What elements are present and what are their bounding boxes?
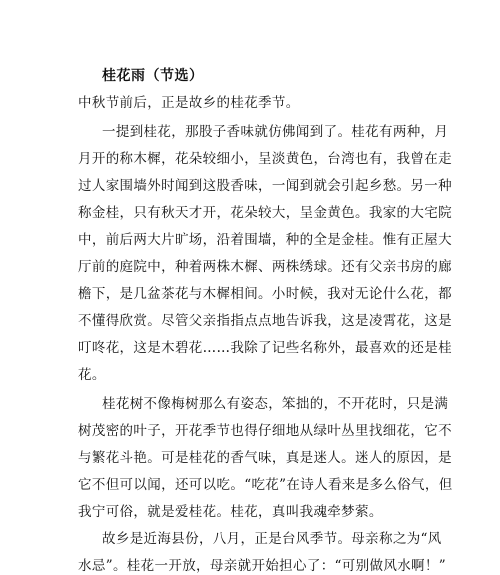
text-line: 我宁可俗，就是爱桂花。桂花，真叫我魂牵梦萦。 <box>78 504 383 520</box>
text-line: 花。 <box>78 367 106 383</box>
text-line: 过人家围墙外时闻到这股香味，一闻到就会引起乡愁。另一种 <box>78 178 452 194</box>
text-line: 中秋节前后，正是故乡的桂花季节。 <box>78 95 300 111</box>
text-line: 与繁花斗艳。可是桂花的香气味，真是迷人。迷人的原因，是 <box>78 450 452 466</box>
text-line: 月开的称木樨，花朵较细小，呈淡黄色，台湾也有，我曾在走 <box>78 151 452 167</box>
text-line: 厅前的庭院中，种着两株木樨、两株绣球。还有父亲书房的廊 <box>78 259 452 275</box>
text-line: 叮咚花，这是木碧花……我除了记些名称外，最喜欢的还是桂 <box>78 340 452 356</box>
text-line: 一提到桂花，那股子香味就仿佛闻到了。桂花有两种，月 <box>102 124 449 140</box>
text-line: 中，前后两大片旷场，沿着围墙，种的全是金桂。惟有正屋大 <box>78 232 452 248</box>
text-line: 水忌”。桂花一开放，母亲就开始担心了：“可别做风水啊！” <box>78 558 447 574</box>
text-line: 它不但可以闻，还可以吃。“吃花”在诗人看来是多么俗气，但 <box>78 477 453 493</box>
text-line: 不懂得欣赏。尽管父亲指指点点地告诉我，这是凌霄花，这是 <box>78 313 452 329</box>
text-line: 故乡是近海县份，八月，正是台风季节。母亲称之为“风 <box>102 531 442 547</box>
text-line: 称金桂，只有秋天才开，花朵较大，呈金黄色。我家的大宅院 <box>78 205 452 221</box>
text-line: 桂花树不像梅树那么有姿态，笨拙的，不开花时，只是满 <box>102 396 449 412</box>
document-title: 桂花雨（节选） <box>102 68 204 84</box>
text-line: 檐下，是几盆茶花与木樨相间。小时候，我对无论什么花，都 <box>78 286 452 302</box>
text-line: 树茂密的叶子，开花季节也得仔细地从绿叶丛里找细花，它不 <box>78 423 452 439</box>
